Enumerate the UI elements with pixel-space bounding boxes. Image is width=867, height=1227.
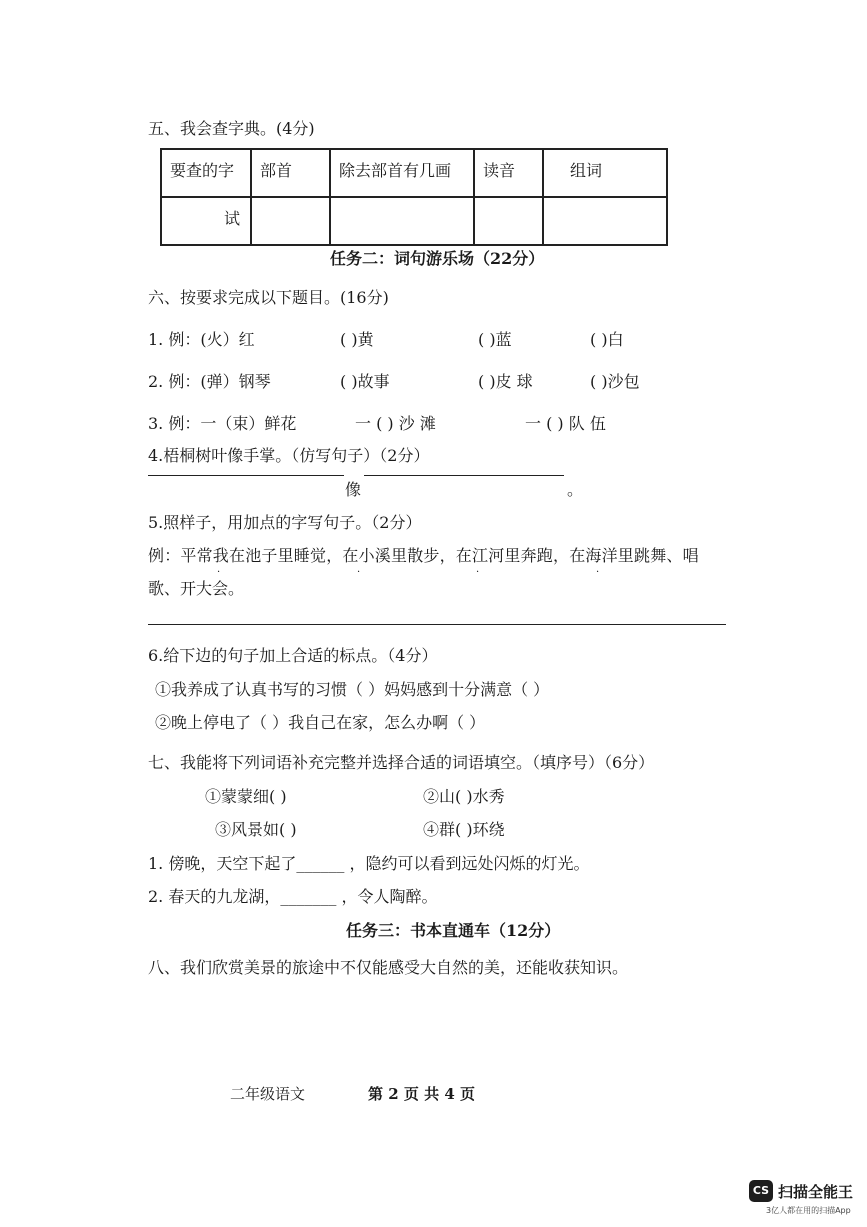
q6-line2: ②晚上停电了（ ）我自己在家，怎么办啊（ ） (155, 713, 486, 732)
table-header-cell: 除去部首有几画 (330, 149, 474, 197)
table-header-cell: 组词 (543, 149, 667, 197)
q6-title: 6.给下边的句子加上合适的标点。（4分） (148, 646, 438, 665)
word-option: ①蒙蒙细( ) (205, 787, 287, 806)
fill-sentence: 1. 傍晚，天空下起了______ ，隐约可以看到远处闪烁的灯光。 (148, 854, 590, 873)
section6-title: 六、按要求完成以下题目。(16分) (148, 288, 389, 307)
q1-item: ( )蓝 (478, 330, 512, 349)
q1-item: ( )黄 (340, 330, 374, 349)
q2-item: ( )皮 球 (478, 372, 533, 391)
watermark-tagline: 3亿人都在用的扫描App (766, 1206, 851, 1215)
section7-title: 七、我能将下列词语补充完整并选择合适的词语填空。（填序号）（6分） (148, 753, 655, 772)
q5-answer-line[interactable] (148, 624, 726, 625)
camscanner-logo-icon: CS (749, 1180, 773, 1202)
watermark-brand: 扫描全能王 (778, 1183, 854, 1201)
table-header-row (161, 149, 667, 197)
q5-example-line2: 歌、开大会。 (148, 579, 245, 598)
emphasis-dot: · (217, 567, 221, 578)
emphasis-dot: · (357, 567, 361, 578)
table-cell-blank[interactable] (474, 197, 543, 245)
q5-title: 5.照样子，用加点的字写句子。（2分） (148, 513, 422, 532)
table-cell-blank[interactable] (543, 197, 667, 245)
q3-prefix: 3. 例：一（束）鲜花 (148, 414, 297, 433)
q3-item: 一 ( ) 沙 滩 (355, 414, 436, 433)
word-option: ②山( )水秀 (423, 787, 505, 806)
word-option: ③风景如( ) (215, 820, 297, 839)
table-header-cell: 部首 (251, 149, 330, 197)
table-cell-blank[interactable] (330, 197, 474, 245)
dictionary-table (160, 148, 668, 246)
q2-prefix: 2. 例：(弹）钢琴 (148, 372, 271, 391)
q4-title: 4.梧桐树叶像手掌。（仿写句子）（2分） (148, 446, 430, 465)
q2-item: ( )故事 (340, 372, 390, 391)
table-header-cell: 要查的字 (161, 149, 251, 197)
q3-item: 一 ( ) 队 伍 (525, 414, 606, 433)
task2-title: 任务二：词句游乐场（22分） (330, 249, 545, 268)
section8-title: 八、我们欣赏美景的旅途中不仅能感受大自然的美，还能收获知识。 (148, 958, 629, 977)
q4-blank-left[interactable] (148, 475, 344, 476)
emphasis-dot: · (476, 567, 480, 578)
task3-title: 任务三：书本直通车（12分） (346, 921, 561, 940)
table-row (161, 197, 667, 245)
table-cell-char: 试 (161, 197, 251, 245)
footer-subject: 二年级语文 (230, 1085, 306, 1103)
q4-blank-right[interactable] (364, 475, 564, 476)
q1-prefix: 1. 例：(火）红 (148, 330, 255, 349)
table-header-cell: 读音 (474, 149, 543, 197)
emphasis-dot: · (596, 567, 600, 578)
q1-item: ( )白 (590, 330, 624, 349)
footer-page: 第 2 页 共 4 页 (368, 1085, 475, 1103)
fill-sentence: 2. 春天的九龙湖，_______ ，令人陶醉。 (148, 887, 438, 906)
q4-mid: 像 (345, 480, 362, 499)
section5-title: 五、我会查字典。(4分) (148, 119, 315, 138)
q6-line1: ①我养成了认真书写的习惯（ ）妈妈感到十分满意（ ） (155, 680, 550, 699)
q4-end: 。 (567, 480, 584, 499)
word-option: ④群( )环绕 (423, 820, 505, 839)
q5-example-line1: 例：平常我在池子里睡觉，在小溪里散步，在江河里奔跑，在海洋里跳舞、唱 (148, 546, 699, 565)
q2-item: ( )沙包 (590, 372, 640, 391)
table-cell-blank[interactable] (251, 197, 330, 245)
